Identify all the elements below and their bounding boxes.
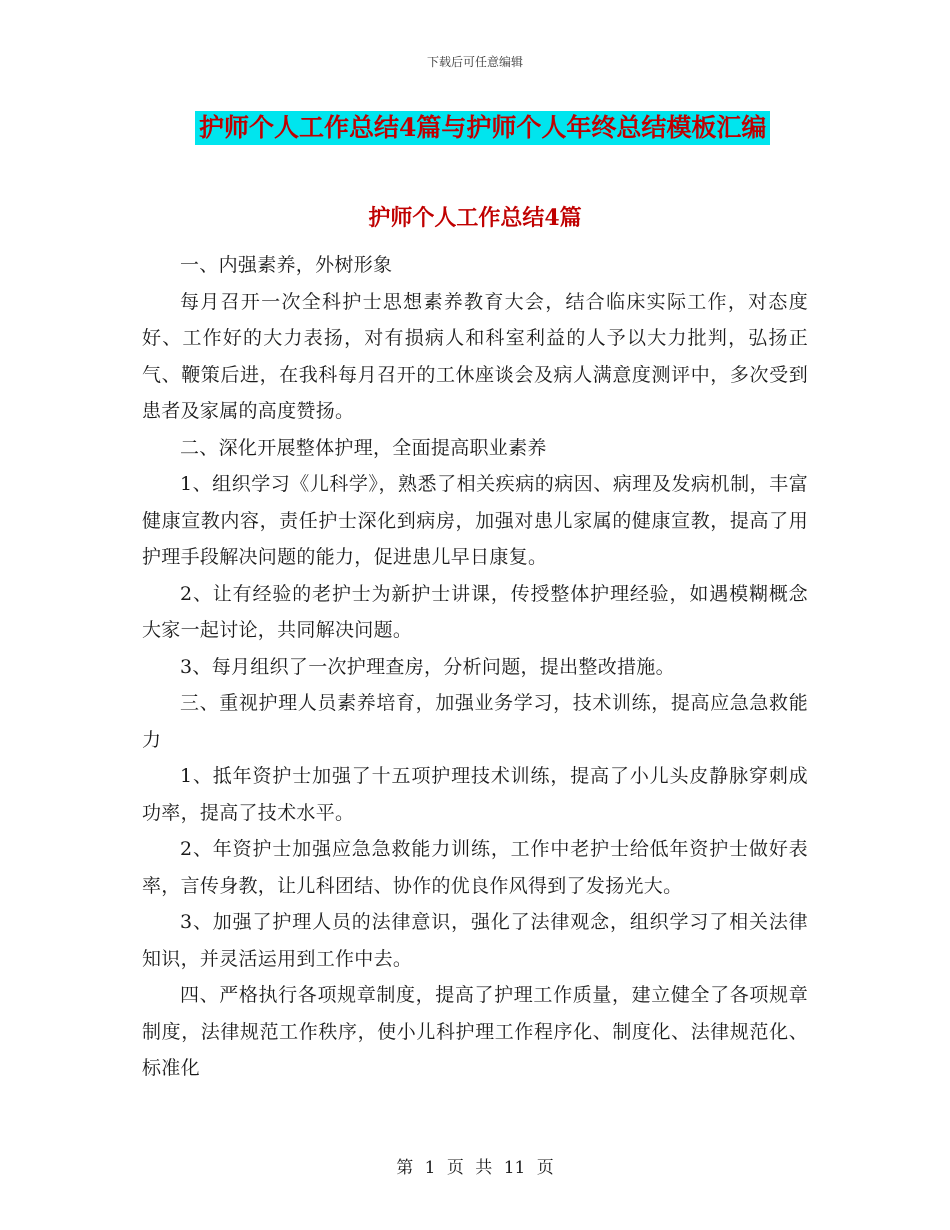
document-body xyxy=(142,247,808,1087)
paragraph: 2、让有经验的老护士为新护士讲课，传授整体护理经验，如遇模糊概念大家一起讨论，共同解决问题。 xyxy=(142,582,808,641)
section-title: 护师个人工作总结4篇 xyxy=(368,205,582,231)
paragraph: 1、组织学习《儿科学》，熟悉了相关疾病的病因、病理及发病机制，丰富健康宣教内容，责任护士深化到病房，加强对患儿家属的健康宣教，提高了用护理手段解决问题的能力，促进患儿早日康复。 xyxy=(142,473,808,568)
paragraph: 1、抵年资护士加强了十五项护理技术训练，提高了小儿头皮静脉穿刺成功率，提高了技术水平。 xyxy=(142,765,808,824)
paragraph: 2、年资护士加强应急急救能力训练，工作中老护士给低年资护士做好表率，言传身教，让儿科团结、协作的优良作风得到了发扬光大。 xyxy=(142,838,808,897)
paragraph: 3、每月组织了一次护理查房，分析问题，提出整改措施。 xyxy=(180,655,675,678)
paragraph: 3、加强了护理人员的法律意识，强化了法律观念，组织学习了相关法律知识，并灵活运用到工作中去。 xyxy=(142,911,808,970)
header-note: 下载后可任意编辑 xyxy=(426,55,523,69)
page-number-footer: 第 1 页 共 11 页 xyxy=(396,1158,554,1178)
paragraph: 四、严格执行各项规章制度，提高了护理工作质量，建立健全了各项规章制度，法律规范工作秩序，使小儿科护理工作程序化、制度化、法律规范化、标准化 xyxy=(142,984,808,1079)
paragraph: 二、深化开展整体护理，全面提高职业素养 xyxy=(180,436,547,459)
paragraph: 每月召开一次全科护士思想素养教育大会，结合临床实际工作，对态度好、工作好的大力表扬，对有损病人和科室利益的人予以大力批判，弘扬正气、鞭策后进，在我科每月召开的工休座谈会及病人满意度测评中，多次受到患者及家属的高度赞扬。 xyxy=(142,290,808,422)
paragraph: 一、内强素养，外树形象 xyxy=(180,254,393,276)
document-title: 护师个人工作总结4篇与护师个人年终总结模板汇编 xyxy=(195,111,770,145)
paragraph: 三、重视护理人员素养培育，加强业务学习，技术训练，提高应急急救能力 xyxy=(142,692,808,751)
